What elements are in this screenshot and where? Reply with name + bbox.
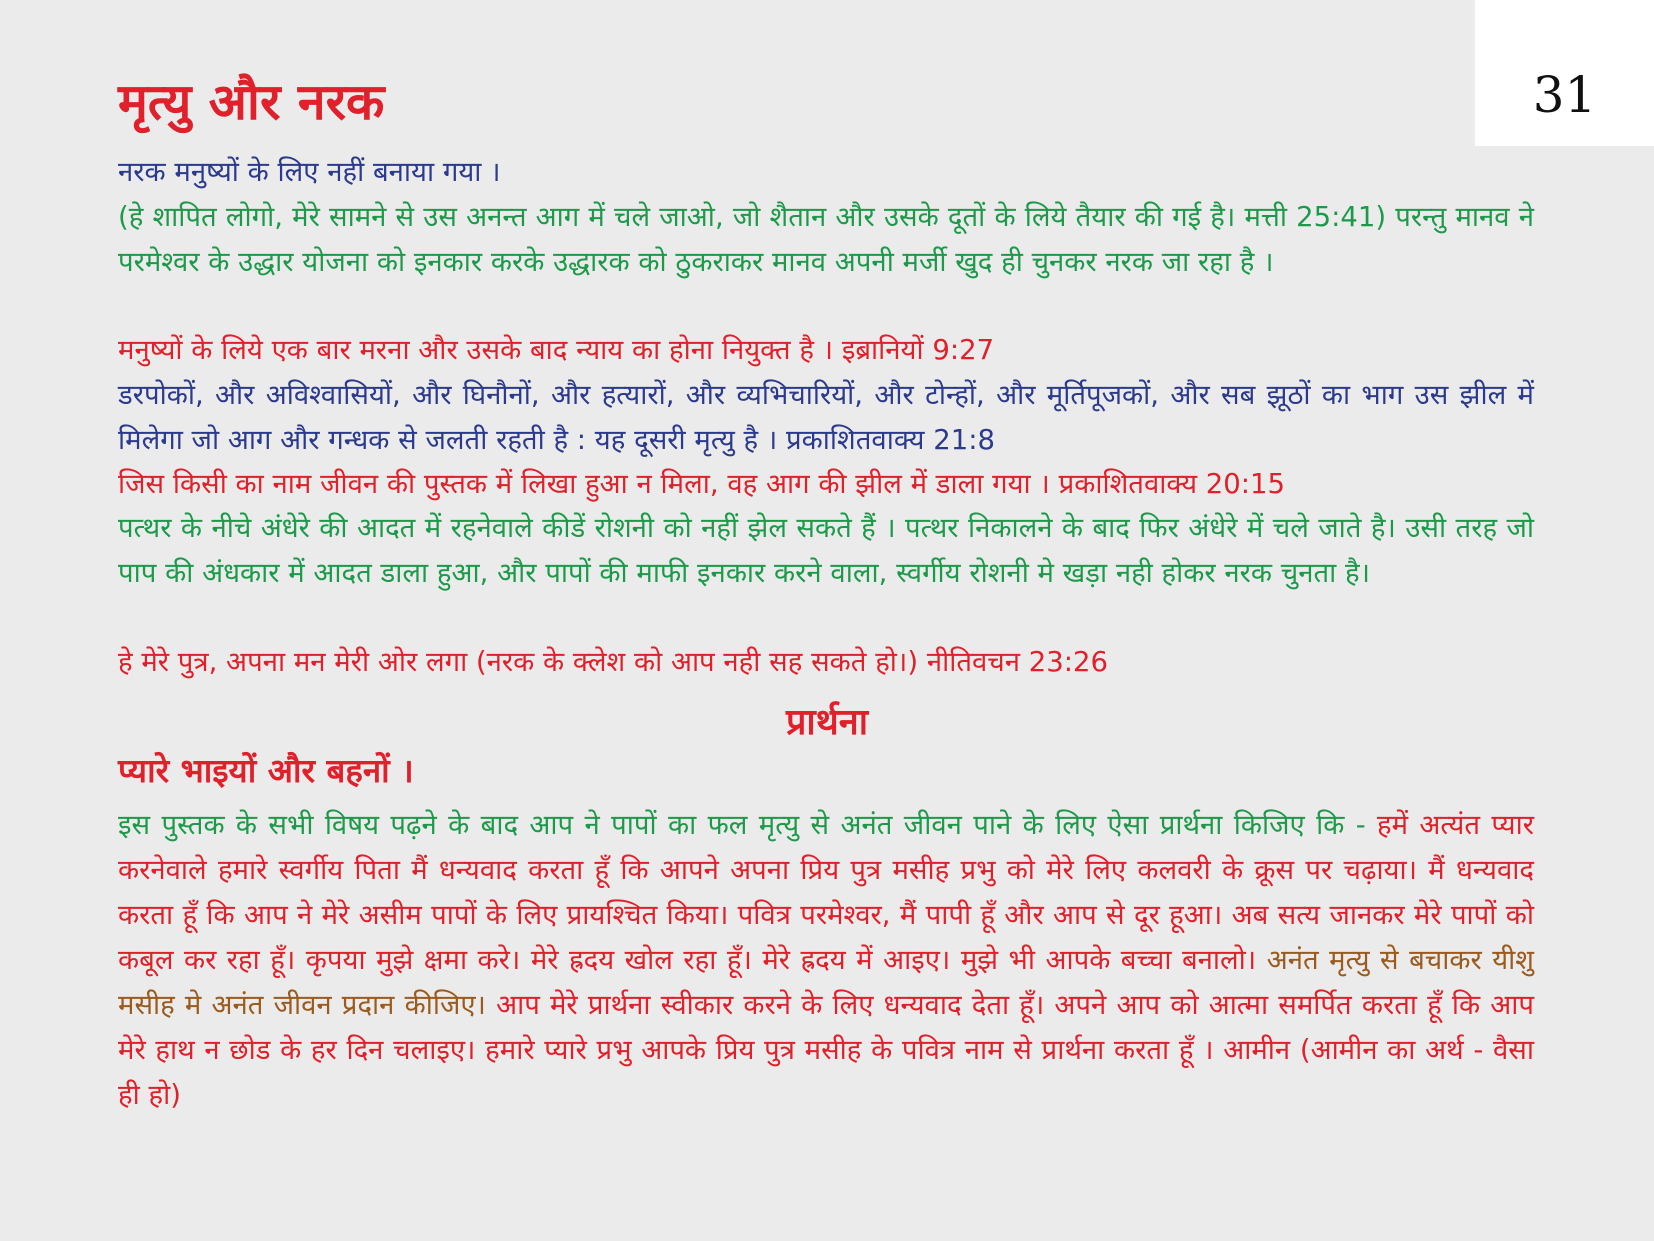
prayer-closing: आप मेरे प्रार्थना स्वीकार करने के लिए धन्यवाद देता हूँ। अपने आप को आत्मा समर्पित करता हूँ कि आप मेरे हाथ न छोड के हर दिन चलाइए। हमारे प्यारे प्रभु आपके प्रिय पुत्र मसीह के पवित्र नाम से प्रार्थना करता हूँ । आमीन (आमीन का अर्थ - वैसा ही हो) [118, 989, 1534, 1111]
revelation-21-8: डरपोकों, और अविश्वासियों, और घिनौनों, और हत्यारों, और व्यभिचारियों, और टोन्हों, और मूर्तिपूजकों, और सब झूठों का भाग उस झील में मिलेगा जो आग और गन्धक से जलती रहती है : यह दूसरी मृत्यु है । प्रकाशितवाक्य 21:8 [118, 379, 1534, 456]
revelation-20-15: जिस किसी का नाम जीवन की पुस्तक में लिखा हुआ न मिला, वह आग की झील में डाला गया । प्रकाशितवाक्य 20:15 [118, 468, 1286, 500]
proverbs-verse: हे मेरे पुत्र, अपना मन मेरी ओर लगा (नरक के क्लेश को आप नही सह सकते हो।) नीतिवचन 23:26 [118, 646, 1109, 678]
prayer-intro: इस पुस्तक के सभी विषय पढ़ने के बाद आप ने पापों का फल मृत्यु से अनंत जीवन पाने के लिए ऐसा प्रार्थना किजिए कि - [118, 809, 1378, 841]
matthew-passage: (हे शापित लोगो, मेरे सामने से उस अनन्त आग में चले जाओ, जो शैतान और उसके दूतों के लिये तैयार की गई है। मत्ती 25:41) परन्तु मानव ने परमेश्वर के उद्धार योजना को इनकार करके उद्धारक को ठुकराकर मानव अपनी मर्जी खुद ही चुनकर नरक जा रहा है । [118, 201, 1534, 278]
page-number: 31 [1532, 66, 1597, 124]
salutation: प्यारे भाइयों और बहनों । [118, 751, 414, 790]
intro-line: नरक मनुष्यों के लिए नहीं बनाया गया । [118, 156, 501, 188]
prayer-thanks: हमें अत्यंत प्यार करनेवाले हमारे स्वर्गीय पिता मैं धन्यवाद करता हूँ कि आपने अपना प्रिय पुत्र मसीह प्रभु को मेरे लिए कलवरी के क्रूस पर चढ़ाया। मैं धन्यवाद करता हूँ कि आप ने मेरे असीम पापों के लिए प्रायश्चित किया। पवित्र परमेश्वर, मैं पापी हूँ और आप से दूर हूआ। अब सत्य जानकर मेरे पापों को कबूल कर रहा हूँ। कृपया मुझे क्षमा करे। मेरे ह्रदय खोल रहा हूँ। मेरे ह्रदय में आइए। मुझे भी आपके बच्चा बनालो। [118, 809, 1534, 976]
prayer-heading: प्रार्थना [785, 702, 869, 743]
prayer-paragraph [118, 803, 1534, 1118]
hebrews-verse: मनुष्यों के लिये एक बार मरना और उसके बाद न्याय का होना नियुक्त है । इब्रानियों 9:27 [118, 334, 995, 366]
stone-insects-paragraph: पत्थर के नीचे अंधेरे की आदत में रहनेवाले कीडें रोशनी को नहीं झेल सकते हैं । पत्थर निकालने के बाद फिर अंधेरे में चले जाते है। उसी तरह जो पाप की अंधकार में आदत डाला हुआ, और पापों की माफी इनकार करने वाला, स्वर्गीय रोशनी मे खड़ा नही होकर नरक चुनता है। [118, 512, 1534, 589]
page-title: मृत्यु और नरक [118, 73, 385, 131]
page-number-box [1475, 0, 1654, 146]
prayer-eternal-life: अनंत मृत्यु से बचाकर यीशु मसीह मे अनंत जीवन प्रदान कीजिए। [118, 944, 1534, 1021]
